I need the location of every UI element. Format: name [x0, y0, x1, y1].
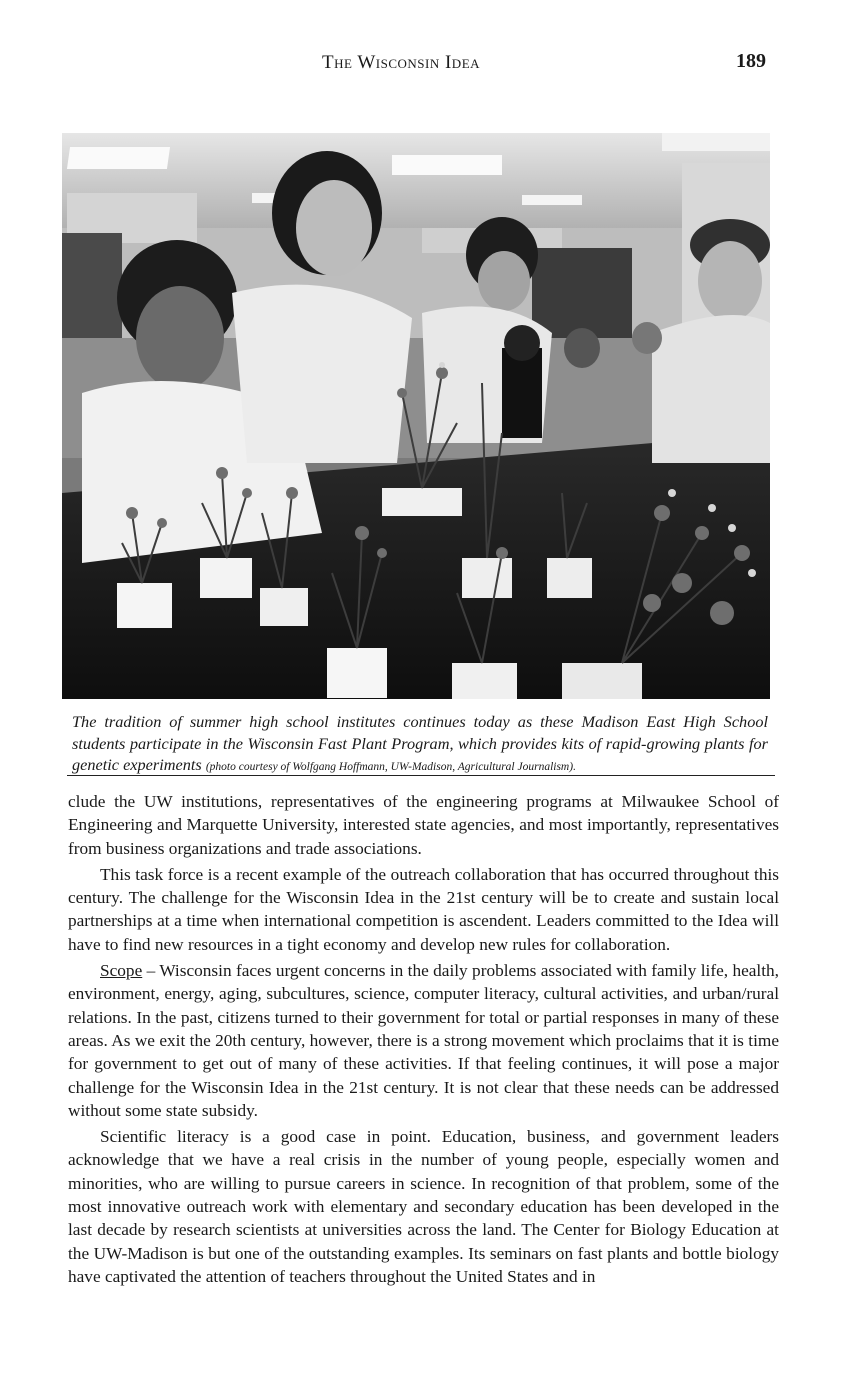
scope-text: – Wisconsin faces urgent concerns in the daily problems associated with family life, health, environment, energy, aging, subcultures, science, computer literacy, cultural activities, and urban/rural relations. In the past, citizens turned to their government for total or partial responses in many of these areas. As we exit the 20th century, however, there is a strong movement which proclaims that it is time for government to get out of many of these activities. If that feeling continues, it will pose a major challenge for the Wisconsin Idea in the 21st century. It is not clear that these needs can be addressed without some state subsidy. [68, 961, 779, 1120]
photo-caption [72, 711, 768, 779]
caption-credit: (photo courtesy of Wolfgang Hoffmann, UW-Madison, Agricultural Journalism). [205, 761, 576, 773]
classroom-photo [62, 133, 770, 699]
paragraph-continued: clude the UW institutions, representatives of the engineering programs at Milwaukee School of Engineering and Marquette University, interested state agencies, and most importantly, representatives from business organizations and trade associations. [68, 792, 779, 858]
paragraph-task-force: This task force is a recent example of the outreach collaboration that has occurred throughout this century. The challenge for the Wisconsin Idea in the 21st century will be to create and sustain local partnerships at a time when international competition is ascendent. Leaders committed to the Idea will have to find new resources in a tight economy and develop new rules for collaboration. [68, 864, 779, 954]
running-title: The Wisconsin Idea [322, 52, 481, 73]
paragraph-scope [68, 959, 779, 1122]
body-text [68, 790, 779, 1291]
running-head [0, 50, 859, 80]
caption-text: The tradition of summer high school institutes continues today as these Madison East High School students participate in the Wisconsin Fast Plant Program, which provides kits of rapid-growing plants for genetic experiments [72, 712, 768, 774]
paragraph-scientific-literacy: Scientific literacy is a good case in point. Education, business, and government leaders acknowledge that we have a real crisis in the number of young people, especially women and minorities, who are willing to pursue careers in science. In recognition of that problem, some of the most innovative outreach work with elementary and secondary education has been developed in the last decade by research scientists at universities across the land. The Center for Biology Education at the UW-Madison is but one of the outstanding examples. Its seminars on fast plants and bottle biology have captivated the attention of teachers throughout the United States and in [68, 1127, 779, 1286]
scope-heading: Scope [100, 961, 143, 981]
page-number: 189 [736, 50, 766, 72]
caption-divider [67, 775, 775, 776]
